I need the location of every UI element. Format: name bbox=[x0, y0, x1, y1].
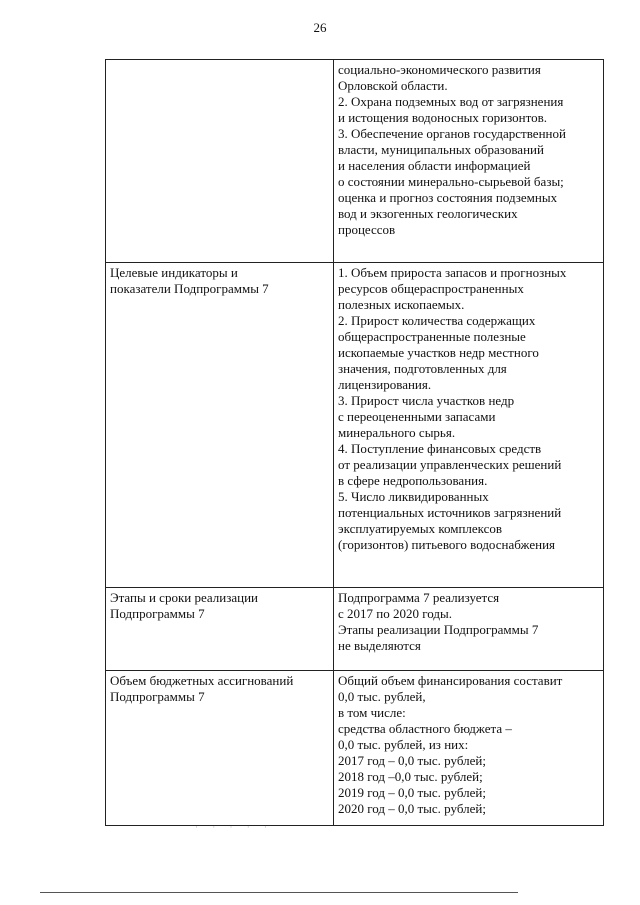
content-line: потенциальных источников загрязнений bbox=[338, 505, 562, 520]
content-line: Подпрограмма 7 реализуется bbox=[338, 590, 500, 605]
row-label-cell bbox=[106, 671, 334, 826]
page-number: 26 bbox=[313, 20, 327, 35]
content-line: не выделяются bbox=[338, 638, 421, 653]
content-line: минерального сырья. bbox=[338, 425, 456, 440]
content-line: 2. Прирост количества содержащих bbox=[338, 313, 536, 328]
scan-smudge: · · · · · bbox=[195, 822, 273, 832]
label-line: показатели Подпрограммы 7 bbox=[110, 281, 269, 296]
content-line: процессов bbox=[338, 222, 396, 237]
row-label-cell bbox=[106, 60, 334, 263]
content-line: общераспространенные полезные bbox=[338, 329, 526, 344]
content-line: 3. Прирост числа участков недр bbox=[338, 393, 515, 408]
content-line: 2020 год – 0,0 тыс. рублей; bbox=[338, 801, 486, 816]
content-line: Орловской области. bbox=[338, 78, 448, 93]
content-line: Этапы реализации Подпрограммы 7 bbox=[338, 622, 539, 637]
label-line: Этапы и сроки реализации bbox=[110, 590, 258, 605]
content-line: 4. Поступление финансовых средств bbox=[338, 441, 542, 456]
content-line: 0,0 тыс. рублей, bbox=[338, 689, 426, 704]
content-line: значения, подготовленных для bbox=[338, 361, 507, 376]
content-line: лицензирования. bbox=[338, 377, 432, 392]
row-label-cell bbox=[106, 263, 334, 588]
content-line: о состоянии минерально-сырьевой базы; bbox=[338, 174, 564, 189]
content-line: 1. Объем прироста запасов и прогнозных bbox=[338, 265, 567, 280]
content-line: и истощения водоносных горизонтов. bbox=[338, 110, 548, 125]
content-line: (горизонтов) питьевого водоснабжения bbox=[338, 537, 556, 552]
content-line: 2018 год –0,0 тыс. рублей; bbox=[338, 769, 483, 784]
table-row bbox=[106, 60, 604, 263]
content-line: вод и экзогенных геологических bbox=[338, 206, 518, 221]
row-content-cell bbox=[334, 671, 604, 826]
label-line: Объем бюджетных ассигнований bbox=[110, 673, 294, 688]
content-line: с 2017 по 2020 годы. bbox=[338, 606, 452, 621]
content-line: эксплуатируемых комплексов bbox=[338, 521, 503, 536]
content-line: с переоцененными запасами bbox=[338, 409, 496, 424]
content-line: 0,0 тыс. рублей, из них: bbox=[338, 737, 469, 752]
row-content-cell bbox=[334, 263, 604, 588]
row-label-cell bbox=[106, 588, 334, 671]
content-line: 2019 год – 0,0 тыс. рублей; bbox=[338, 785, 486, 800]
content-line: оценка и прогноз состояния подземных bbox=[338, 190, 558, 205]
content-line: в сфере недропользования. bbox=[338, 473, 488, 488]
content-line: 5. Число ликвидированных bbox=[338, 489, 489, 504]
content-line: средства областного бюджета – bbox=[338, 721, 512, 736]
content-line: 2. Охрана подземных вод от загрязнения bbox=[338, 94, 564, 109]
content-line: и населения области информацией bbox=[338, 158, 531, 173]
table-row bbox=[106, 263, 604, 588]
table-row bbox=[106, 671, 604, 826]
table-row bbox=[106, 588, 604, 671]
content-line: в том числе: bbox=[338, 705, 406, 720]
label-line: Подпрограммы 7 bbox=[110, 606, 205, 621]
row-content-cell bbox=[334, 588, 604, 671]
content-line: от реализации управленческих решений bbox=[338, 457, 562, 472]
content-line: Общий объем финансирования составит bbox=[338, 673, 563, 688]
content-line: 3. Обеспечение органов государственной bbox=[338, 126, 566, 141]
label-line: Целевые индикаторы и bbox=[110, 265, 238, 280]
bottom-rule bbox=[40, 892, 518, 893]
subprogram-passport-table bbox=[105, 59, 604, 826]
content-line: полезных ископаемых. bbox=[338, 297, 465, 312]
content-line: социально-экономического развития bbox=[338, 62, 541, 77]
content-line: власти, муниципальных образований bbox=[338, 142, 544, 157]
content-line: ресурсов общераспространенных bbox=[338, 281, 524, 296]
row-content-cell bbox=[334, 60, 604, 263]
content-line: 2017 год – 0,0 тыс. рублей; bbox=[338, 753, 486, 768]
label-line: Подпрограммы 7 bbox=[110, 689, 205, 704]
content-line: ископаемые участков недр местного bbox=[338, 345, 539, 360]
